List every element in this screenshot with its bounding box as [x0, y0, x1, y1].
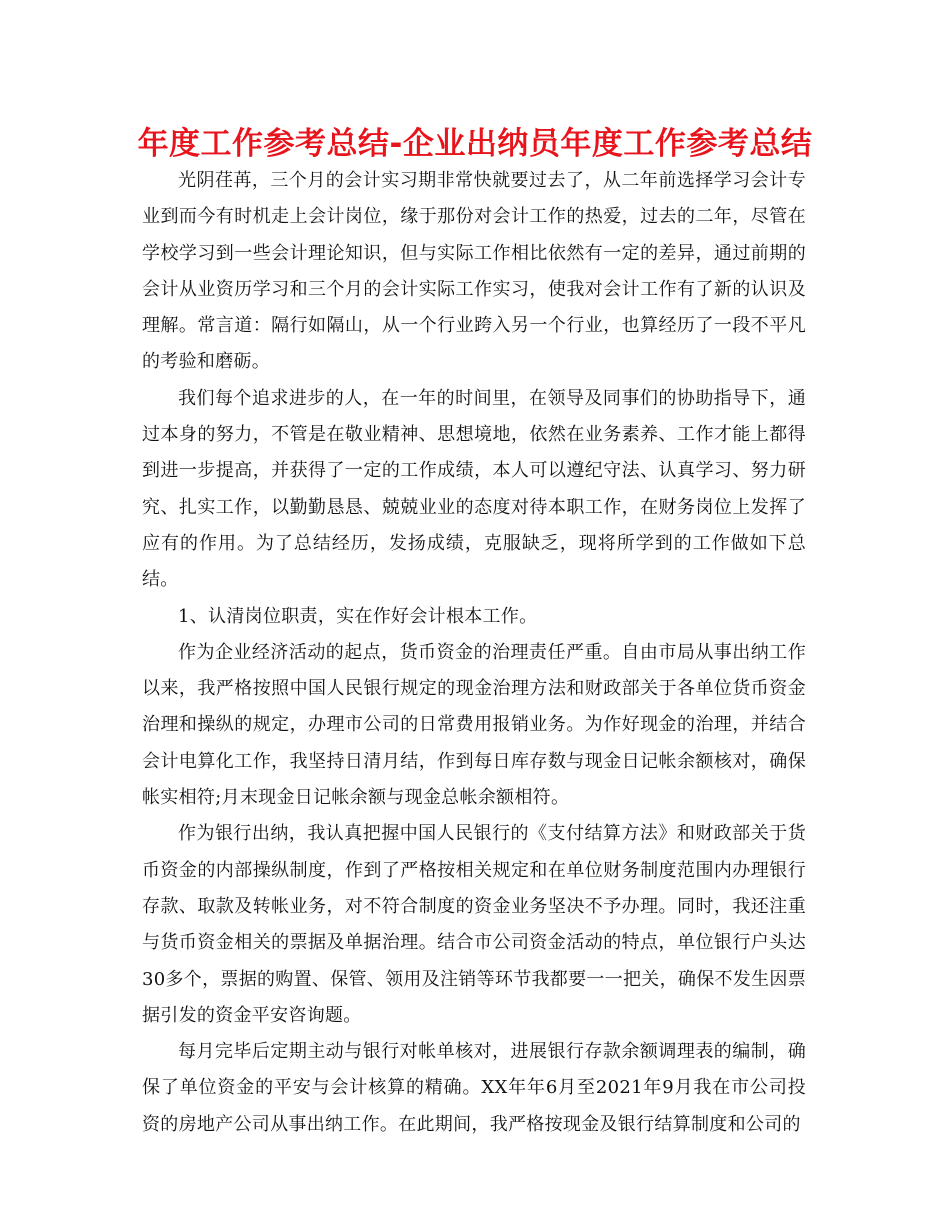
paragraph-intro: 光阴荏苒，三个月的会计实习期非常快就要过去了，从二年前选择学习会计专业到而今有时机走上会计岗位，缘于那份对会计工作的热爱，过去的二年，尽管在学校学习到一些会计理论知识，但与实际工作相比依然有一定的差异，通过前期的会计从业资历学习和三个月的会计实际工作实习，使我对会计工作有了新的认识及理解。常言道：隔行如隔山，从一个行业跨入另一个行业，也算经历了一段不平凡的考验和磨砺。: [142, 170, 806, 373]
document-title: 年度工作参考总结-企业出纳员年度工作参考总结: [137, 126, 813, 162]
document-body: [142, 163, 806, 1143]
paragraph-heading-1: 1、认清岗位职责，实在作好会计根本工作。: [178, 605, 538, 627]
paragraph-bank-cashier: 作为银行出纳，我认真把握中国人民银行的《支付结算方法》和财政部关于货币资金的内部操纵制度，作到了严格按相关规定和在单位财务制度范围内办理银行存款、取款及转帐业务，对不符合制度的资金业务坚决不予办理。同时，我还注重与货币资金相关的票据及单据治理。结合市公司资金活动的特点，单位银行户头达30多个，票据的购置、保管、领用及注销等环节我都要一一把关，确保不发生因票据引发的资金平安咨询题。: [142, 823, 807, 1026]
paragraph-cash-management: 作为企业经济活动的起点，货币资金的治理责任严重。自由市局从事出纳工作以来，我严格按照中国人民银行规定的现金治理方法和财政部关于各单位货币资金治理和操纵的规定，办理市公司的日常费用报销业务。为作好现金的治理，并结合会计电算化工作，我坚持日清月结，作到每日库存数与现金日记帐余额核对，确保帐实相符;月末现金日记帐余额与现金总帐余额相符。: [142, 641, 806, 809]
paragraph-reconciliation: 每月完毕后定期主动与银行对帐单核对，进展银行存款余额调理表的编制，确保了单位资金的平安与会计核算的精确。XX年年6月至2021年9月我在市公司投资的房地产公司从事出纳工作。在此期间，我严格按现金及银行结算制度和公司的: [142, 1041, 806, 1135]
paragraph-progress: 我们每个追求进步的人，在一年的时间里，在领导及同事们的协助指导下，通过本身的努力，不管是在敬业精神、思想境地，依然在业务素养、工作才能上都得到进一步提高，并获得了一定的工作成绩，本人可以遵纪守法、认真学习、努力研究、扎实工作，以勤勤恳恳、兢兢业业的态度对待本职工作，在财务岗位上发挥了应有的作用。为了总结经历，发扬成绩，克服缺乏，现将所学到的工作做如下总结。: [142, 387, 806, 591]
